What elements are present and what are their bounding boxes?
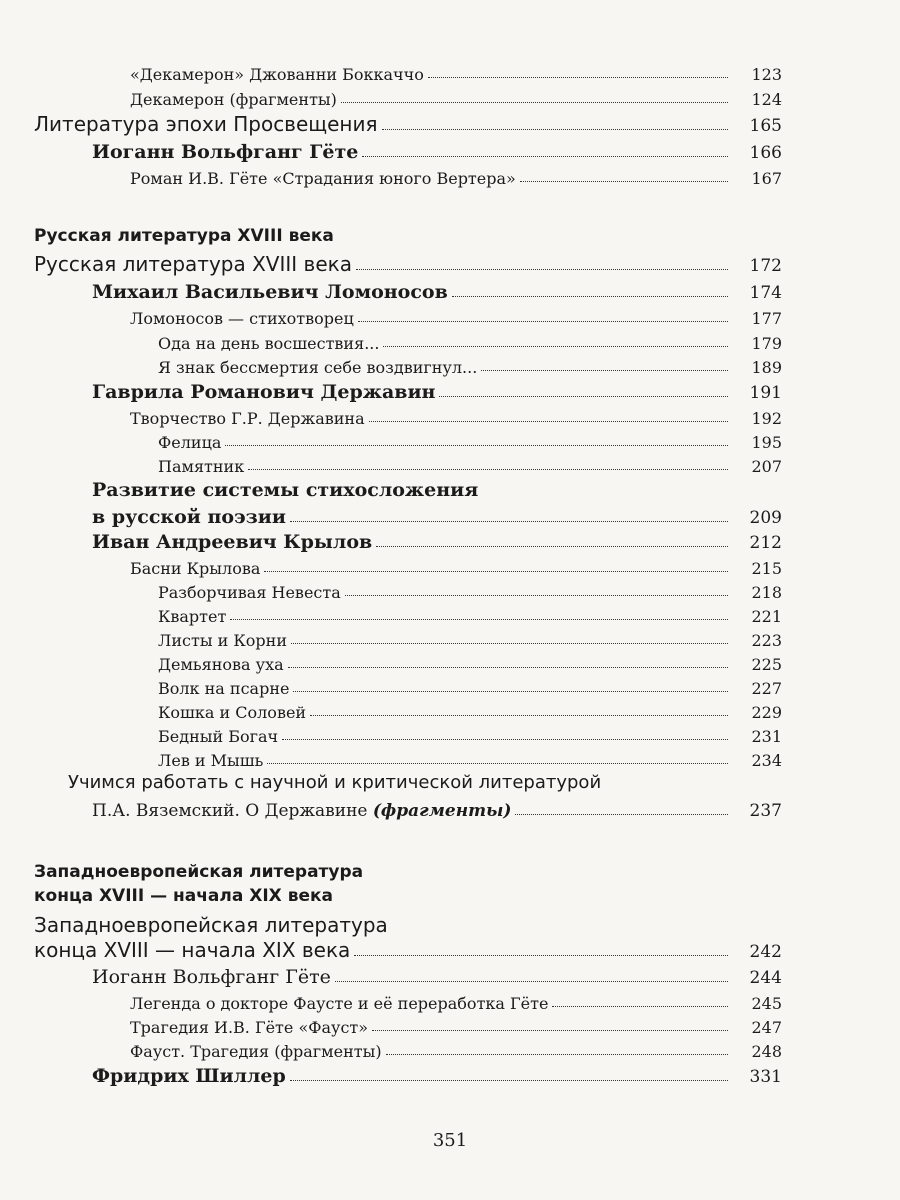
toc-entry-title: Иван Андреевич Крылов: [92, 531, 373, 553]
toc-entry: [0, 85, 900, 109]
toc-entry-title: Разборчивая Невеста: [158, 583, 341, 602]
leader-dots: [356, 269, 728, 270]
toc-entry-page: 223: [751, 631, 782, 650]
toc-entry-page: 229: [751, 703, 782, 722]
toc-entry-title: в русской поэзии: [92, 506, 286, 528]
toc-entry-page: 179: [751, 334, 782, 353]
toc-entry-title-line1: Западноевропейская литература: [34, 913, 388, 937]
toc-entry: [0, 698, 900, 722]
leader-dots: [310, 715, 728, 716]
toc-entry-page: 165: [749, 116, 782, 136]
toc-entry-title: Бедный Богач: [158, 727, 279, 746]
toc-entry: [0, 252, 900, 276]
toc-entry-page: 209: [749, 508, 782, 528]
leader-dots: [428, 77, 728, 78]
leader-dots: [293, 691, 728, 692]
toc-entry-title: Квартет: [158, 607, 227, 626]
toc-entry: [0, 304, 900, 328]
toc-entry-page: 231: [751, 727, 782, 746]
toc-entry-title: Легенда о докторе Фаусте и её переработка Гёте: [130, 994, 549, 1013]
toc-entry: [0, 329, 900, 353]
toc-entry-title: Ломоносов — стихотворец: [130, 309, 354, 328]
toc-entry-title: Творчество Г.Р. Державина: [130, 409, 365, 428]
leader-dots: [290, 521, 728, 522]
leader-dots: [481, 370, 728, 371]
section-heading-line1: Западноевропейская литература: [34, 862, 364, 882]
leader-dots: [267, 763, 728, 764]
toc-entry: [0, 112, 900, 136]
toc-entry-page: 218: [751, 583, 782, 602]
toc-entry-title: «Декамерон» Джованни Боккаччо: [130, 65, 424, 84]
toc-entry-page: 124: [751, 90, 782, 109]
leader-dots: [372, 1030, 728, 1031]
toc-entry-title: Литература эпохи Просвещения: [34, 112, 378, 136]
leader-dots: [345, 595, 728, 596]
toc-entry-title: Лев и Мышь: [158, 751, 264, 770]
toc-entry-title: Русская литература XVIII века: [34, 252, 352, 276]
toc-entry: [0, 722, 900, 746]
section-heading: Русская литература XVIII века: [34, 226, 334, 246]
toc-entry-page: 244: [749, 968, 782, 988]
toc-entry: [0, 1013, 900, 1037]
leader-dots: [382, 129, 728, 130]
toc-entry-page: 331: [749, 1067, 782, 1087]
toc-entry: [0, 529, 900, 553]
toc-entry: [0, 164, 900, 188]
leader-dots: [439, 396, 728, 397]
leader-dots: [520, 181, 728, 182]
toc-entry: [0, 626, 900, 650]
toc-entry-title: Фелица: [158, 433, 222, 452]
toc-entry-title: Трагедия И.В. Гёте «Фауст»: [130, 1018, 369, 1037]
toc-entry: [0, 139, 900, 163]
section-heading-line2: конца XVIII — начала XIX века: [34, 886, 333, 906]
toc-entry-page: 225: [751, 655, 782, 674]
toc-entry-title: конца XVIII — начала XIX века: [34, 938, 351, 962]
toc-entry: [0, 602, 900, 626]
toc-entry-title: Кошка и Соловей: [158, 703, 307, 722]
toc-entry: [0, 989, 900, 1013]
toc-entry-page: 221: [751, 607, 782, 626]
leader-dots: [383, 346, 728, 347]
leader-dots: [291, 643, 728, 644]
toc-entry-page: 248: [751, 1042, 782, 1061]
toc-entry-title-italic: (фрагменты): [372, 801, 512, 821]
leader-dots: [248, 469, 728, 470]
leader-dots: [386, 1054, 728, 1055]
leader-dots: [230, 619, 728, 620]
leader-dots: [369, 421, 728, 422]
toc-entry-page: 207: [751, 457, 782, 476]
leader-dots: [552, 1006, 728, 1007]
leader-dots: [452, 296, 728, 297]
toc-entry-title: Волк на псарне: [158, 679, 290, 698]
toc-entry-title: Ода на день восшествия...: [158, 334, 380, 353]
subsection-heading: Учимся работать с научной и критической литературой: [68, 772, 602, 793]
toc-entry: [0, 1037, 900, 1061]
toc-entry-title: Михаил Васильевич Ломоносов: [92, 281, 448, 303]
toc-entry-title: Памятник: [158, 457, 245, 476]
toc-entry-page: 227: [751, 679, 782, 698]
leader-dots: [354, 955, 728, 956]
toc-entry-page: 195: [751, 433, 782, 452]
toc-entry-page: 167: [751, 169, 782, 188]
toc-entry-page: 166: [749, 143, 782, 163]
toc-entry: [0, 379, 900, 403]
toc-entry: [0, 428, 900, 452]
toc-entry-title: Фауст. Трагедия (фрагменты): [130, 1042, 382, 1061]
toc-entry: [0, 746, 900, 770]
toc-entry: [0, 279, 900, 303]
toc-entry-title: Листы и Корни: [158, 631, 287, 650]
toc-entry: [0, 554, 900, 578]
toc-entry-page: 192: [751, 409, 782, 428]
toc-entry-page: 237: [749, 801, 782, 821]
toc-entry-title: Роман И.В. Гёте «Страдания юного Вертера»: [130, 169, 516, 188]
toc-entry: [0, 674, 900, 698]
leader-dots: [290, 1080, 728, 1081]
toc-entry-title: Басни Крылова: [130, 559, 261, 578]
leader-dots: [225, 445, 728, 446]
toc-entry-title: Демьянова уха: [158, 655, 284, 674]
toc-entry: [0, 938, 900, 962]
toc-entry: [0, 504, 900, 528]
leader-dots: [282, 739, 728, 740]
toc-entry-title: Декамерон (фрагменты): [130, 90, 337, 109]
toc-entry-title: Фридрих Шиллер: [92, 1065, 286, 1087]
toc-entry-title-line1: Развитие системы стихосложения: [92, 479, 479, 501]
toc-entry: [0, 578, 900, 602]
toc-entry: [0, 964, 900, 988]
toc-entry: [0, 797, 900, 821]
toc-entry-page: 247: [751, 1018, 782, 1037]
toc-entry-page: 174: [749, 283, 782, 303]
leader-dots: [341, 102, 728, 103]
toc-entry-page: 212: [749, 533, 782, 553]
toc-entry-page: 172: [749, 256, 782, 276]
leader-dots: [358, 321, 728, 322]
toc-entry-page: 215: [751, 559, 782, 578]
toc-entry: [0, 353, 900, 377]
toc-entry-title: Иоганн Вольфганг Гёте: [92, 966, 331, 988]
toc-entry-page: 189: [751, 358, 782, 377]
page-number: 351: [432, 1130, 468, 1151]
toc-entry: [0, 650, 900, 674]
toc-entry: [0, 404, 900, 428]
leader-dots: [362, 156, 728, 157]
toc-entry-page: 191: [749, 383, 782, 403]
toc-entry-page: 245: [751, 994, 782, 1013]
toc-entry-title: Я знак бессмертия себе воздвигнул...: [158, 358, 478, 377]
toc-entry-page: 123: [751, 65, 782, 84]
toc-entry: [0, 1063, 900, 1087]
toc-entry: [0, 60, 900, 84]
toc-entry-page: 234: [751, 751, 782, 770]
leader-dots: [264, 571, 728, 572]
toc-entry-page: 242: [749, 942, 782, 962]
leader-dots: [376, 546, 728, 547]
leader-dots: [335, 981, 728, 982]
toc-entry-page: 177: [751, 309, 782, 328]
toc-entry-title: П.А. Вяземский. О Державине (фрагменты): [92, 801, 512, 821]
leader-dots: [288, 667, 728, 668]
toc-entry: [0, 452, 900, 476]
toc-entry-title: Иоганн Вольфганг Гёте: [92, 141, 359, 163]
toc-entry-title: Гаврила Романович Державин: [92, 381, 436, 403]
leader-dots: [515, 814, 728, 815]
